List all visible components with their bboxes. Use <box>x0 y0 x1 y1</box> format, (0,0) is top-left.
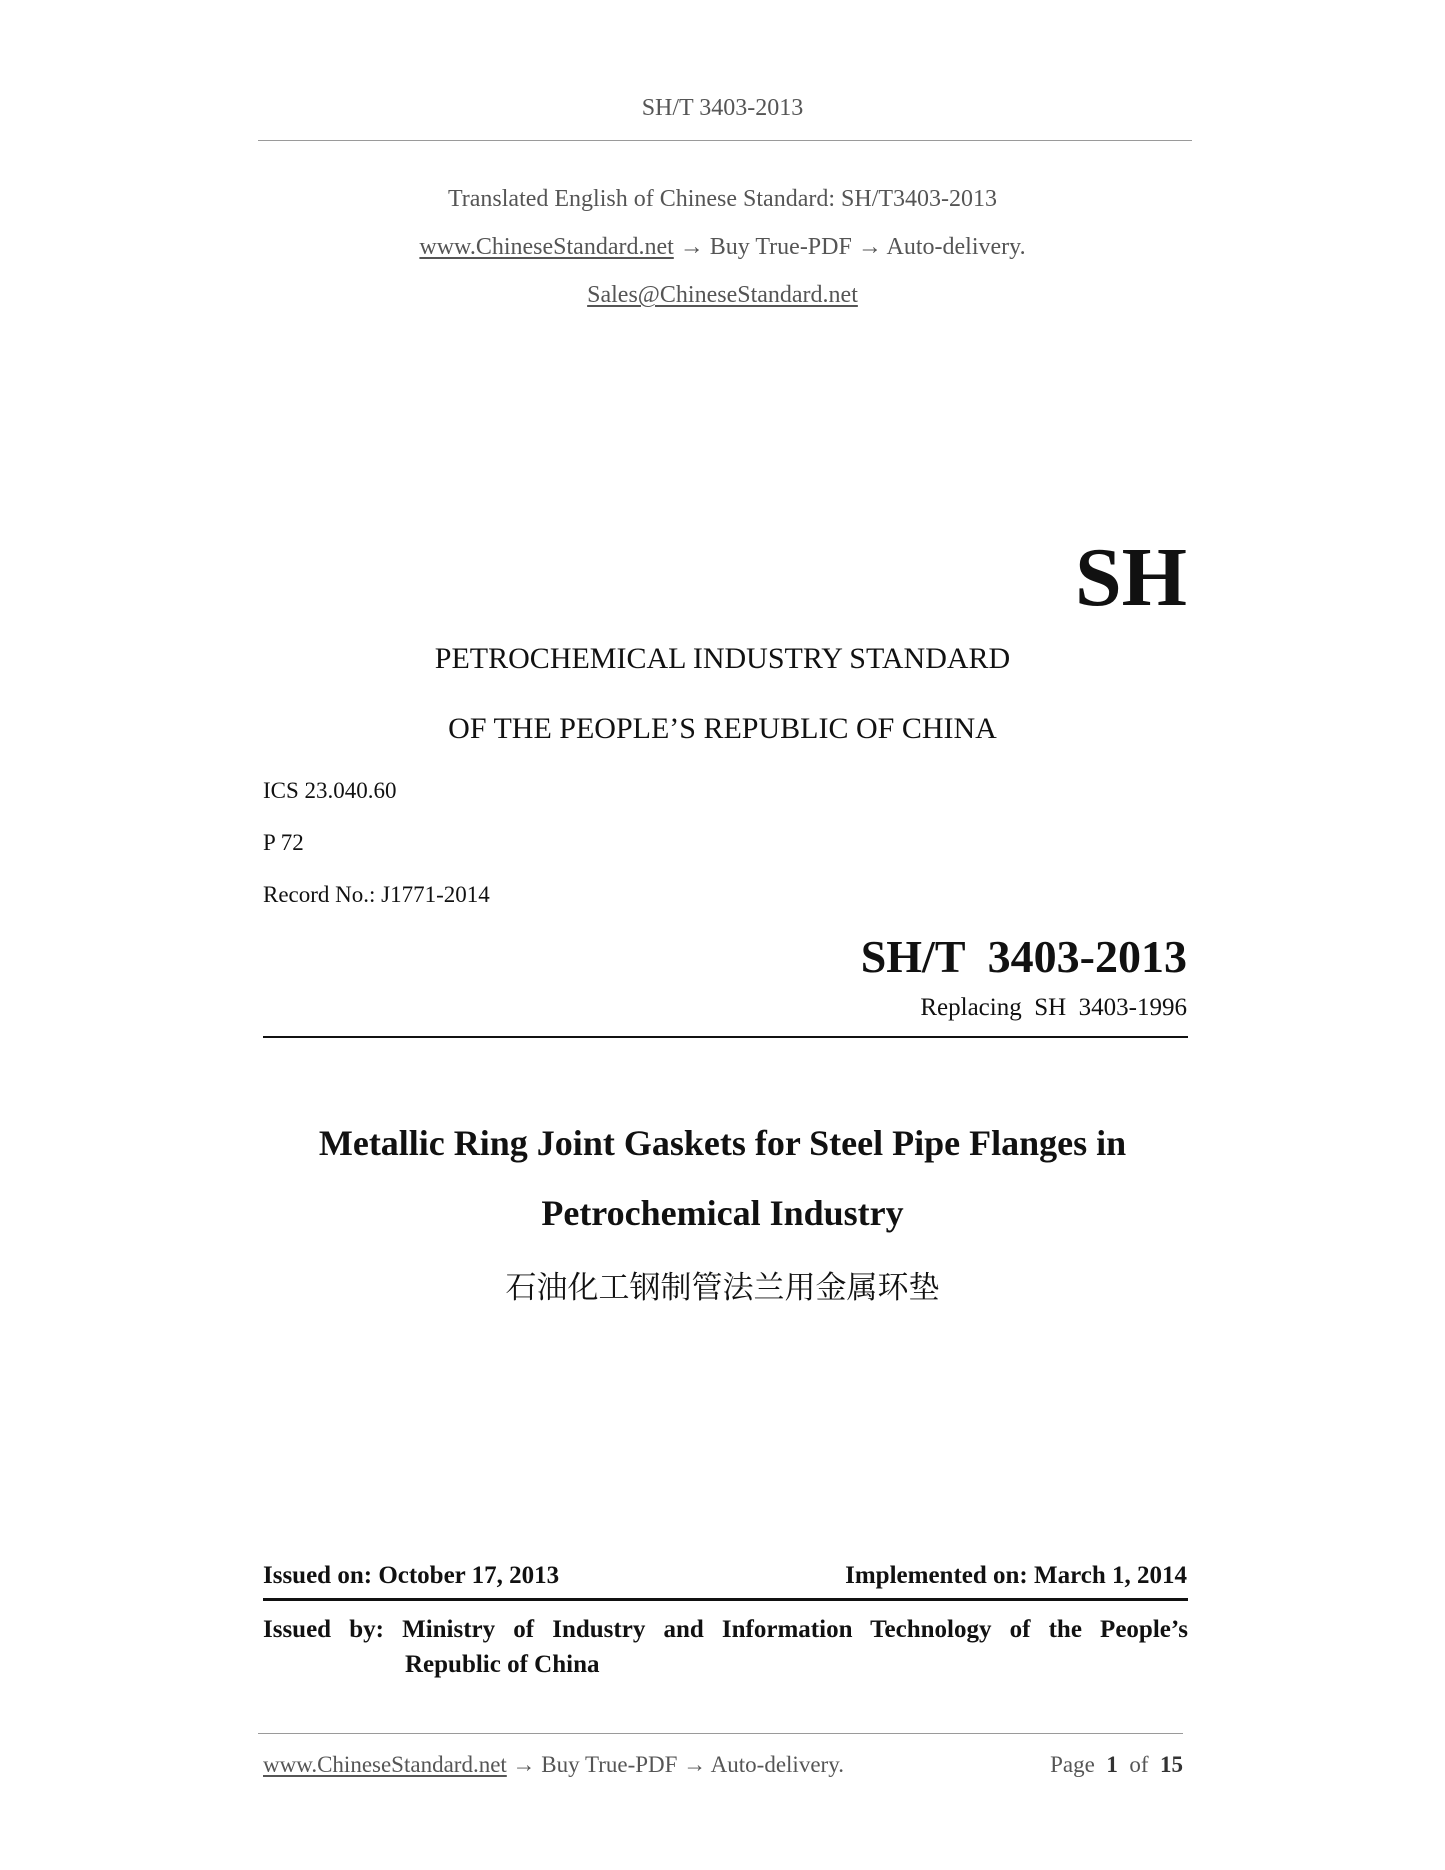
standard-type-line1: PETROCHEMICAL INDUSTRY STANDARD <box>434 642 1011 675</box>
email-line <box>0 282 1445 309</box>
translation-notice: Translated English of Chinese Standard: SH/T3403-2013 <box>447 186 998 212</box>
arrow-right-icon: → <box>683 1752 707 1777</box>
implemented-on-date: Implemented on: March 1, 2014 <box>845 1562 1187 1589</box>
issued-on-date: Issued on: October 17, 2013 <box>263 1562 560 1589</box>
sales-email-link[interactable]: Sales@ChineseStandard.net <box>587 282 858 308</box>
issuance-divider <box>263 1598 1188 1601</box>
replacing-standard: Replacing SH 3403-1996 <box>920 994 1187 1021</box>
document-title-line2: Petrochemical Industry <box>541 1193 904 1233</box>
standard-type-line2: OF THE PEOPLE’S REPUBLIC OF CHINA <box>448 712 997 745</box>
purchase-line <box>0 234 1445 261</box>
footer-delivery-text: Auto-delivery. <box>710 1752 844 1777</box>
footer-purchase-line <box>263 1752 844 1778</box>
document-title-line1: Metallic Ring Joint Gaskets for Steel Pipe Flanges in <box>318 1123 1127 1163</box>
delivery-text: Auto-delivery. <box>886 234 1026 260</box>
footer-divider <box>258 1733 1183 1734</box>
running-header: SH/T 3403-2013 <box>641 95 804 121</box>
title-divider <box>263 1036 1188 1038</box>
of-label: of <box>1129 1752 1149 1777</box>
ics-code: ICS 23.040.60 <box>263 778 397 803</box>
page-number: 1 <box>1106 1752 1118 1777</box>
site-link[interactable]: www.ChineseStandard.net <box>419 234 674 260</box>
record-number: Record No.: J1771-2014 <box>263 882 490 907</box>
issued-by-line2: Republic of China <box>405 1651 600 1678</box>
issued-by-block <box>263 1612 1188 1682</box>
footer-site-link[interactable]: www.ChineseStandard.net <box>263 1752 507 1777</box>
arrow-right-icon: → <box>512 1752 536 1777</box>
standard-mark: SH <box>1074 531 1187 624</box>
footer-buy-text: Buy True-PDF <box>541 1752 678 1777</box>
standard-number: SH/T 3403-2013 <box>860 931 1187 982</box>
header-divider <box>258 140 1192 141</box>
arrow-right-icon: → <box>679 234 704 260</box>
buy-text: Buy True-PDF <box>709 234 852 260</box>
arrow-right-icon: → <box>857 234 882 260</box>
page-indicator <box>1050 1752 1183 1778</box>
classification-code: P 72 <box>263 830 304 855</box>
page-label: Page <box>1050 1752 1095 1777</box>
page-total: 15 <box>1160 1752 1183 1777</box>
document-title-chinese: 石油化工钢制管法兰用金属环垫 <box>505 1270 940 1306</box>
issued-by-line1: Issued by: Ministry of Industry and Information Technology of the People’s <box>263 1616 1188 1643</box>
